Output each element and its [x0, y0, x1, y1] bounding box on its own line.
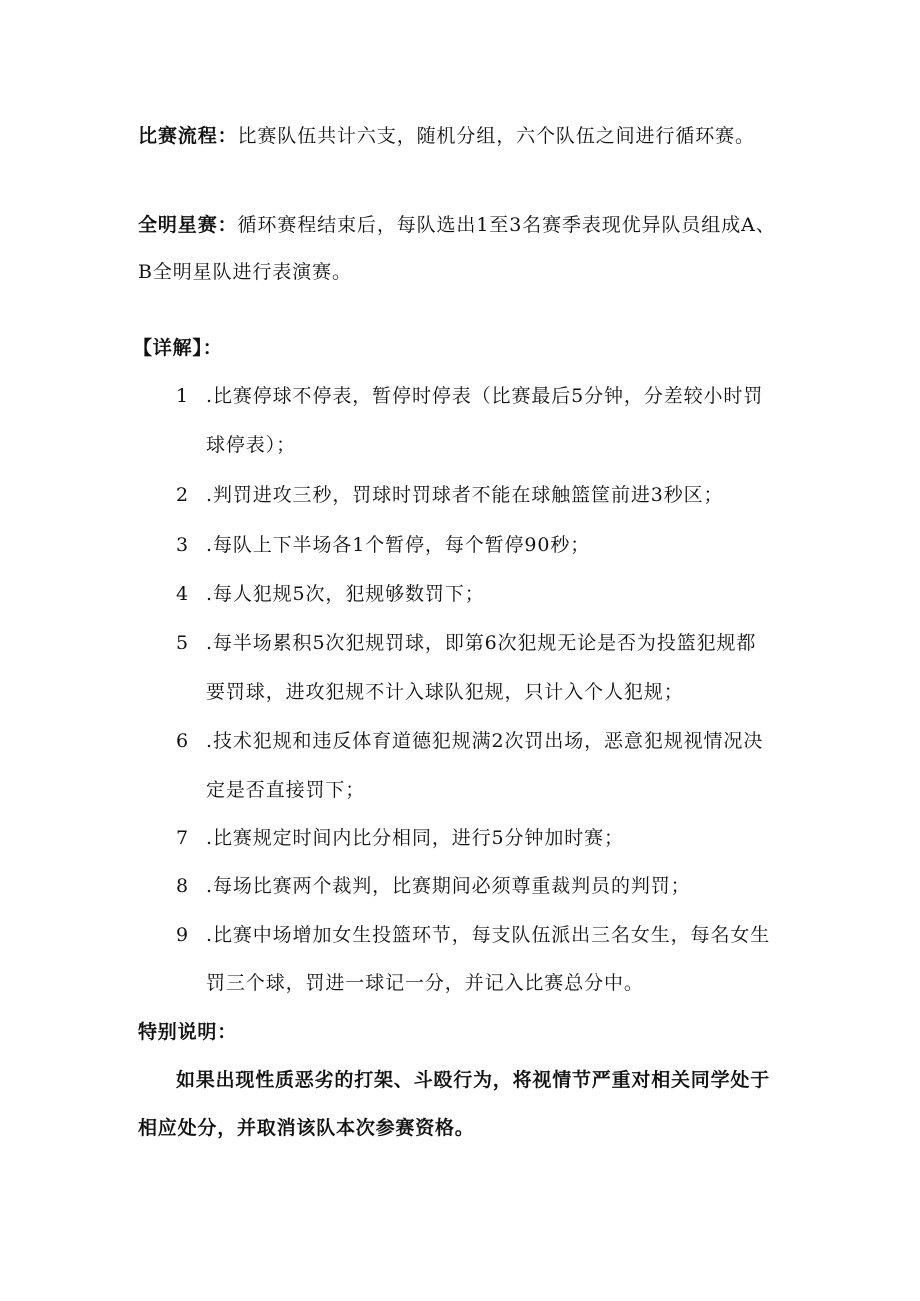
rule-item-1-continuation: 球停表）； — [206, 434, 297, 456]
rule-item-7 — [176, 829, 624, 848]
rule-text: .技术犯规和违反体育道德犯规满2次罚出场，恶意犯规视情况决 — [206, 730, 764, 752]
rule-item-5-continuation: 要罚球，进攻犯规不计入球队犯规，只计入个人犯规； — [206, 681, 684, 703]
rule-text: .每半场累积5次犯规罚球，即第6次犯规无论是否为投篮犯规都 — [206, 632, 757, 654]
rule-item-1 — [176, 387, 763, 406]
rule-item-8 — [176, 877, 691, 896]
rule-number: 5 — [176, 632, 189, 654]
rule-item-6-continuation: 定是否直接罚下； — [206, 779, 366, 801]
special-text-line1: 如果出现性质恶劣的打架、斗殴行为，将视情节严重对相关同学处于 — [176, 1069, 771, 1091]
all-star-paragraph — [138, 216, 776, 235]
process-paragraph — [138, 127, 755, 146]
rule-number: 2 — [176, 484, 189, 506]
rule-number: 8 — [176, 875, 189, 897]
rule-item-2 — [176, 486, 723, 505]
all-star-label: 全明星赛： — [138, 214, 238, 236]
all-star-text-line1: 循环赛程结束后，每队选出1至3名赛季表现优异队员组成A、 — [237, 214, 776, 236]
rule-text: .比赛停球不停表，暂停时停表（比赛最后5分钟，分差较小时罚 — [206, 385, 764, 407]
rule-number: 7 — [176, 827, 189, 849]
rule-item-5 — [176, 634, 756, 653]
rule-item-4 — [176, 585, 485, 604]
rule-item-9 — [176, 926, 770, 945]
rule-item-6 — [176, 732, 763, 751]
rule-text: .每人犯规5次，犯规够数罚下； — [206, 583, 485, 605]
rule-number: 3 — [176, 534, 189, 556]
rule-text: .每队上下半场各1个暂停，每个暂停90秒； — [206, 534, 591, 556]
rule-text: .比赛规定时间内比分相同，进行5分钟加时赛； — [206, 827, 624, 849]
rule-text: .比赛中场增加女生投篮环节，每支队伍派出三名女生，每名女生 — [206, 924, 771, 946]
process-label: 比赛流程： — [138, 125, 238, 147]
rule-item-3 — [176, 536, 590, 555]
special-heading: 特别说明： — [138, 1021, 238, 1043]
all-star-text-line2: B全明星队进行表演赛。 — [138, 261, 352, 283]
process-text: 比赛队伍共计六支，随机分组，六个队伍之间进行循环赛。 — [237, 125, 755, 147]
rule-number: 9 — [176, 924, 189, 946]
rule-text: .判罚进攻三秒，罚球时罚球者不能在球触篮筐前进3秒区； — [206, 484, 724, 506]
rule-number: 4 — [176, 583, 189, 605]
special-text-line2: 相应处分，并取消该队本次参赛资格。 — [138, 1117, 475, 1139]
rule-item-9-continuation: 罚三个球，罚进一球记一分，并记入比赛总分中。 — [206, 972, 644, 994]
details-heading: 【详解】： — [133, 337, 223, 359]
rule-number: 1 — [176, 385, 189, 407]
rule-text: .每场比赛两个裁判，比赛期间必须尊重裁判员的判罚； — [206, 875, 691, 897]
rule-number: 6 — [176, 730, 189, 752]
